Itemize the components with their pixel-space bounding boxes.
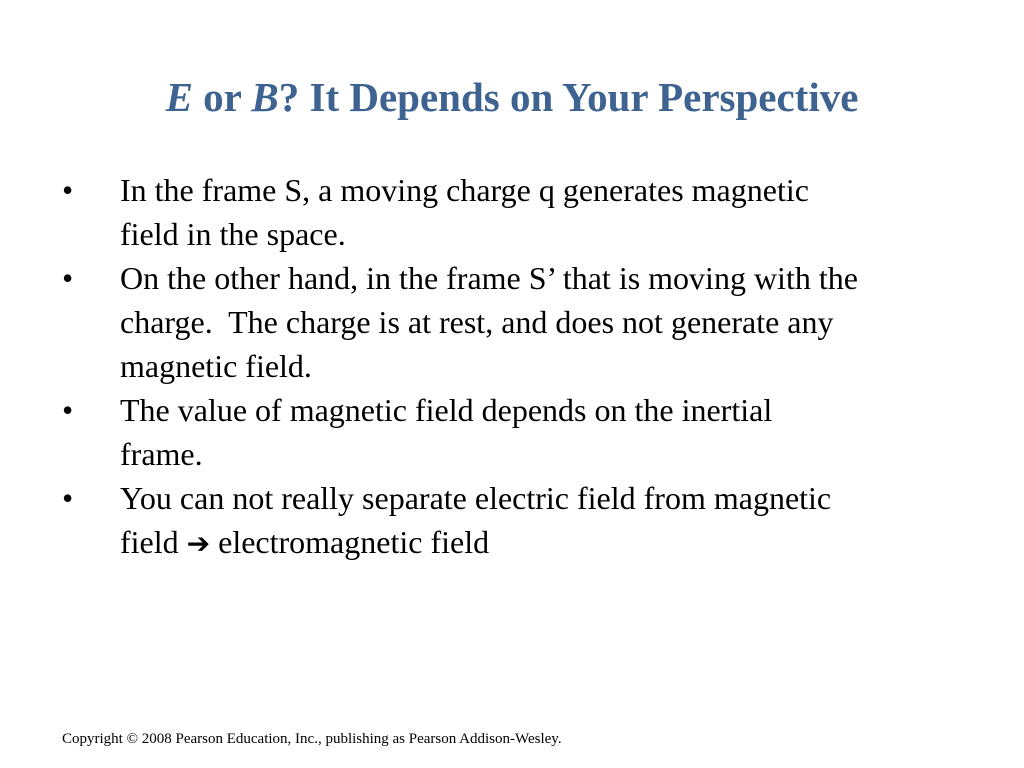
title-b-symbol: B [251,74,279,120]
bullet-2-line-1: On the other hand, in the frame S’ that is moving with the [120,260,858,296]
title-rest-text: ? It Depends on Your Perspective [278,74,859,120]
bullet-1-line-1: In the frame S, a moving charge q generates magnetic [120,172,809,208]
bullet-item-4 [62,476,992,566]
bullet-3-line-2: frame. [120,436,203,472]
bullet-4-field-text: field [120,524,187,560]
bullet-4-line-2 [120,520,992,566]
bullet-1-line-2: field in the space. [120,216,346,252]
bullet-item-1 [62,168,992,256]
bullet-4-electromagnetic-text: electromagnetic field [210,524,490,560]
bullet-4-line-1: You can not really separate electric field from magnetic [120,480,832,516]
right-arrow-icon: ➔ [186,527,211,560]
bullet-icon: • [62,260,74,296]
bullet-icon: • [62,480,74,516]
bullet-item-3 [62,388,992,476]
title-or-text: or [192,74,252,120]
copyright-footer: Copyright © 2008 Pearson Education, Inc., publishing as Pearson Addison-Wesley. [62,731,562,747]
bullet-3-line-1: The value of magnetic field depends on the inertial [120,392,773,428]
bullet-icon: • [62,392,74,428]
bullet-2-line-2: charge. The charge is at rest, and does not generate any [120,304,834,340]
slide-title [0,72,1024,122]
title-e-symbol: E [165,74,193,120]
bullet-list [62,168,992,566]
bullet-icon: • [62,172,74,208]
bullet-item-2 [62,256,992,388]
bullet-2-line-3: magnetic field. [120,348,312,384]
